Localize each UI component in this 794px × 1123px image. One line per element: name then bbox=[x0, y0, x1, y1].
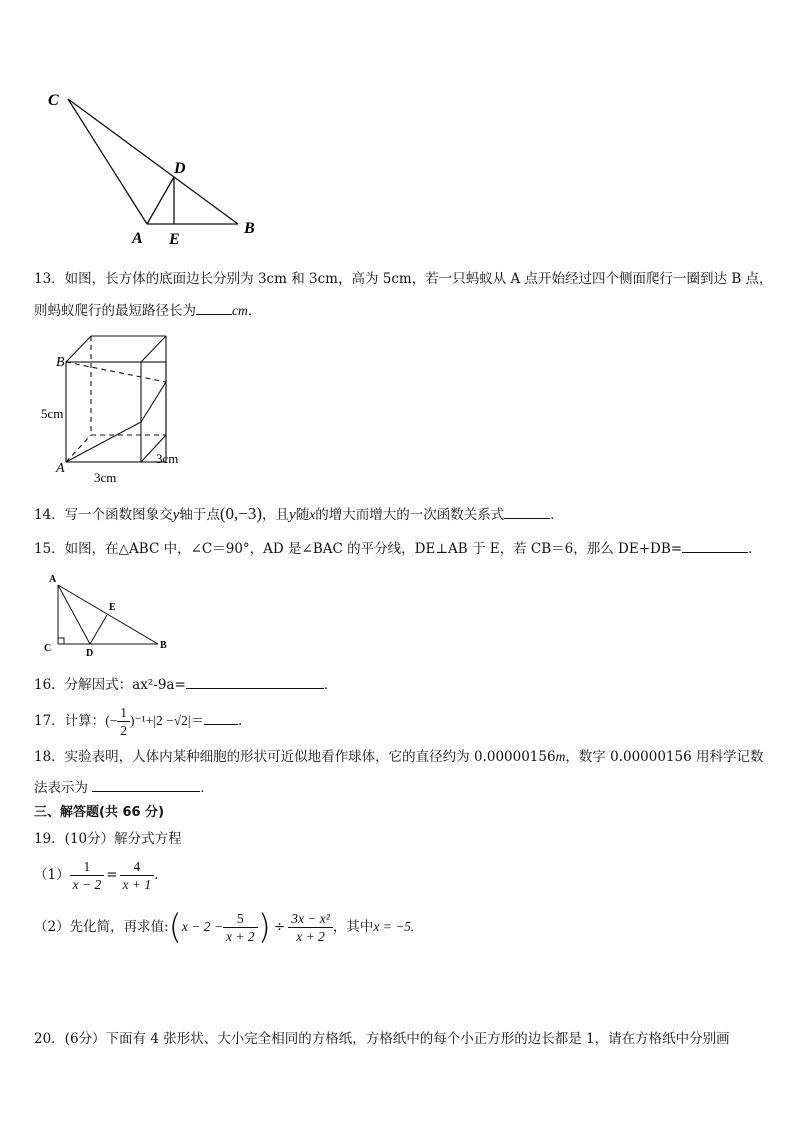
fig15-label-C: C bbox=[44, 643, 52, 654]
q16-end: ． bbox=[323, 677, 338, 693]
q14-point: (0,−3) bbox=[219, 504, 263, 523]
q16-text: 16．分解因式：ax²-9a= bbox=[34, 677, 186, 693]
q19-frac3-den: x + 2 bbox=[226, 929, 255, 944]
q14-x: x bbox=[309, 507, 316, 522]
q19-frac3 bbox=[223, 910, 258, 945]
q14-y2: y bbox=[289, 507, 296, 523]
q13-unit: cm． bbox=[232, 303, 262, 318]
q17-num: 1 bbox=[117, 704, 130, 722]
q17-fraction bbox=[117, 704, 130, 739]
q19-frac2-den: x + 1 bbox=[122, 877, 152, 892]
q19-part1 bbox=[34, 857, 158, 893]
q19-expr: x − 2 − bbox=[181, 919, 223, 934]
q18-text-c: 法表示为 bbox=[34, 780, 88, 796]
cuboid-height-label: 5cm bbox=[41, 406, 64, 421]
q18-line1 bbox=[34, 748, 764, 766]
q13-answer-blank[interactable] bbox=[196, 302, 232, 315]
q18-line2 bbox=[34, 779, 214, 797]
q17-text: 17．计算： bbox=[34, 713, 106, 729]
q19-frac3-num: 5 bbox=[223, 910, 258, 928]
q19-frac4 bbox=[288, 910, 333, 945]
label-A: A bbox=[132, 230, 143, 247]
q17-den: 2 bbox=[120, 723, 128, 738]
cuboid-label-B: B bbox=[56, 355, 65, 370]
q13-line2 bbox=[34, 302, 261, 320]
q19-frac1 bbox=[70, 858, 105, 893]
q19-frac4-den: x + 2 bbox=[296, 929, 325, 944]
q14-text-e: 的增大而增大的一次函数关系式 bbox=[315, 507, 505, 523]
fig15-label-E: E bbox=[109, 602, 116, 613]
cuboid-depth-label: 3cm bbox=[156, 451, 179, 466]
q19-title: 19．(10分）解分式方程 bbox=[34, 831, 182, 847]
q17-answer-blank[interactable] bbox=[204, 712, 238, 725]
q14-text-d: 随 bbox=[295, 507, 310, 523]
q19-divide: ÷ bbox=[273, 919, 286, 935]
q17-open: (− bbox=[105, 713, 118, 728]
q19-where: ，其中 bbox=[332, 919, 374, 935]
q17 bbox=[34, 704, 252, 739]
q13-text: 则蚂蚁爬行的最短路径长为 bbox=[34, 303, 196, 319]
q14-end: ． bbox=[550, 507, 564, 523]
q19-part2-label: （2）先化简，再求值: bbox=[34, 919, 169, 935]
q19-frac2-num: 4 bbox=[120, 858, 155, 876]
q19-frac1-num: 1 bbox=[70, 858, 105, 876]
triangle-figure-q15 bbox=[40, 570, 180, 662]
label-C: C bbox=[48, 92, 59, 109]
q15-end: ． bbox=[748, 541, 762, 557]
q19-part1-end: . bbox=[154, 867, 159, 883]
q14-text-c: ，且 bbox=[262, 507, 290, 523]
q14-y1: y bbox=[172, 507, 180, 523]
q17-end: ． bbox=[238, 713, 252, 729]
cuboid-bottom-label: 3cm bbox=[94, 470, 117, 485]
q19-frac4-num: 3x − x² bbox=[288, 910, 333, 928]
q19-frac2 bbox=[120, 858, 155, 893]
label-B: B bbox=[244, 220, 255, 237]
q18-text-a: 18．实验表明，人体内某种细胞的形状可近似地看作球体，它的直径约为 0.00000156 bbox=[34, 749, 556, 765]
q17-abs: +|2 −√2|＝ bbox=[145, 713, 205, 728]
cuboid-figure-q13 bbox=[36, 330, 206, 490]
q14-answer-blank[interactable] bbox=[504, 506, 550, 519]
q19-frac1-den: x − 2 bbox=[72, 877, 102, 892]
label-E: E bbox=[169, 231, 180, 248]
q20: 20．(6分）下面有 4 张形状、大小完全相同的方格纸，方格纸中的每个小正方形的边长都是 1，请在方格纸中分别画 bbox=[34, 1031, 730, 1047]
cuboid-label-A: A bbox=[56, 461, 65, 476]
fig15-label-D: D bbox=[86, 648, 94, 659]
q19-part2 bbox=[34, 906, 414, 948]
q19-part1-label: （1） bbox=[34, 867, 70, 883]
q16-answer-blank[interactable] bbox=[186, 676, 324, 689]
q17-exp: )⁻¹ bbox=[130, 713, 146, 728]
q18-answer-blank[interactable] bbox=[92, 779, 200, 792]
q18-unit: m bbox=[555, 749, 566, 764]
label-D: D bbox=[174, 160, 186, 177]
q18-end: ． bbox=[200, 780, 214, 796]
section-heading: 三、解答题(共 66 分) bbox=[34, 805, 165, 820]
q18-text-b: ，数字 0.00000156 用科学记数 bbox=[565, 749, 764, 765]
q19-paren-close: ) bbox=[257, 907, 271, 948]
fig15-label-B: B bbox=[160, 640, 167, 651]
q15-text: 15．如图，在△ABC 中，∠C＝90°，AD 是∠BAC 的平分线，DE⊥AB 于 E，若 CB＝6，那么 DE+DB= bbox=[34, 541, 683, 557]
q14-text-b: 轴于点 bbox=[179, 507, 220, 523]
q16 bbox=[34, 676, 337, 694]
q19-value: x = −5. bbox=[373, 919, 415, 934]
q13-line1: 13．如图，长方体的底面边长分别为 3cm 和 3cm，高为 5cm，若一只蚂蚁从 A 点开始经过四个侧面爬行一圈到达 B 点， bbox=[34, 271, 773, 287]
q15 bbox=[34, 540, 762, 558]
q19-paren-open: ( bbox=[168, 907, 182, 948]
q19-equals: = bbox=[106, 867, 118, 883]
fig15-label-A: A bbox=[49, 574, 57, 585]
q14-text-a: 14．写一个函数图象交 bbox=[34, 507, 173, 523]
q15-answer-blank[interactable] bbox=[682, 540, 748, 553]
q14 bbox=[34, 505, 564, 524]
triangle-figure-q12 bbox=[40, 85, 270, 255]
